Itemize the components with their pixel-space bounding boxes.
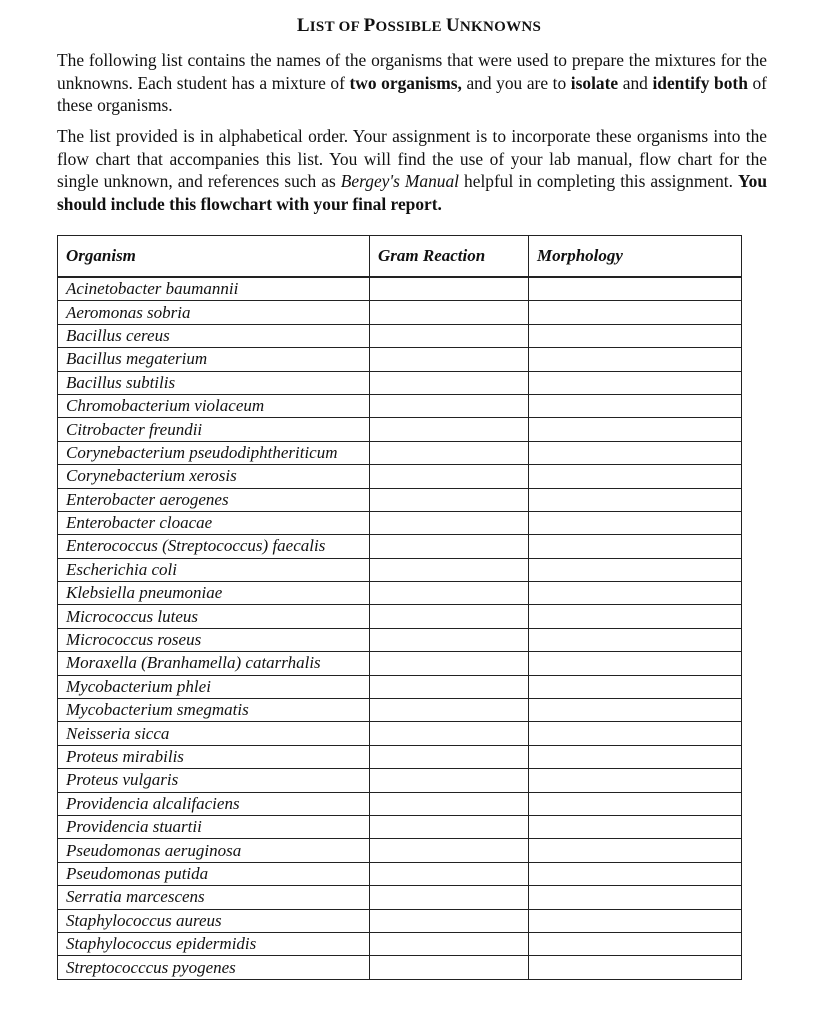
gram-reaction-cell[interactable] <box>370 582 529 605</box>
morphology-cell[interactable] <box>529 558 742 581</box>
gram-reaction-cell[interactable] <box>370 441 529 464</box>
organism-name-cell: Neisseria sicca <box>58 722 370 745</box>
table-row <box>58 675 742 698</box>
morphology-cell[interactable] <box>529 511 742 534</box>
title-part: P <box>363 15 376 36</box>
organism-name-cell: Staphylococcus epidermidis <box>58 932 370 955</box>
gram-reaction-cell[interactable] <box>370 277 529 301</box>
morphology-cell[interactable] <box>529 745 742 768</box>
gram-reaction-cell[interactable] <box>370 862 529 885</box>
organism-name-cell: Bacillus cereus <box>58 324 370 347</box>
morphology-cell[interactable] <box>529 652 742 675</box>
organism-name-cell: Mycobacterium smegmatis <box>58 699 370 722</box>
organism-name-cell: Staphylococcus aureus <box>58 909 370 932</box>
gram-reaction-cell[interactable] <box>370 652 529 675</box>
text-run: and <box>618 72 653 93</box>
table-row <box>58 628 742 651</box>
organism-name-cell: Serratia marcescens <box>58 886 370 909</box>
organism-name-cell: Corynebacterium xerosis <box>58 465 370 488</box>
organism-name-cell: Providencia stuartii <box>58 815 370 838</box>
organism-name-cell: Moraxella (Branhamella) catarrhalis <box>58 652 370 675</box>
table-row <box>58 394 742 417</box>
morphology-cell[interactable] <box>529 886 742 909</box>
gram-reaction-cell[interactable] <box>370 745 529 768</box>
morphology-cell[interactable] <box>529 277 742 301</box>
gram-reaction-cell[interactable] <box>370 909 529 932</box>
table-row <box>58 862 742 885</box>
table-row <box>58 582 742 605</box>
gram-reaction-cell[interactable] <box>370 628 529 651</box>
table-row <box>58 441 742 464</box>
page-title <box>0 15 838 37</box>
gram-reaction-cell[interactable] <box>370 956 529 979</box>
morphology-cell[interactable] <box>529 769 742 792</box>
organism-name-cell: Enterococcus (Streptococcus) faecalis <box>58 535 370 558</box>
organism-name-cell: Escherichia coli <box>58 558 370 581</box>
table-row <box>58 511 742 534</box>
organism-name-cell: Chromobacterium violaceum <box>58 394 370 417</box>
table-row <box>58 558 742 581</box>
gram-reaction-cell[interactable] <box>370 465 529 488</box>
organism-name-cell: Bacillus megaterium <box>58 348 370 371</box>
organism-name-cell: Pseudomonas putida <box>58 862 370 885</box>
organism-name-cell: Proteus mirabilis <box>58 745 370 768</box>
text-run: The list provided is in alphabetical order. Your assignment is to incorporate these organisms into the flow chart that accompanies this list. You will find the use of your lab manual, flow chart for the single unknown, and references such as <box>57 126 767 191</box>
table-row <box>58 605 742 628</box>
header-organism: Organism <box>58 236 370 278</box>
table-row <box>58 465 742 488</box>
table-row <box>58 324 742 347</box>
gram-reaction-cell[interactable] <box>370 699 529 722</box>
gram-reaction-cell[interactable] <box>370 839 529 862</box>
text-run: The following list contains the names of the organisms that were used to prepare the mixtures for the unknowns. Each student has a mixture of <box>57 50 767 93</box>
gram-reaction-cell[interactable] <box>370 488 529 511</box>
morphology-cell[interactable] <box>529 535 742 558</box>
table-row <box>58 886 742 909</box>
morphology-cell[interactable] <box>529 628 742 651</box>
bold-run: isolate <box>570 72 619 93</box>
organism-name-cell: Corynebacterium pseudodiphtheriticum <box>58 441 370 464</box>
morphology-cell[interactable] <box>529 441 742 464</box>
table-header-row <box>58 236 742 278</box>
morphology-cell[interactable] <box>529 324 742 347</box>
table-row <box>58 535 742 558</box>
morphology-cell[interactable] <box>529 956 742 979</box>
organism-table <box>57 235 742 980</box>
morphology-cell[interactable] <box>529 839 742 862</box>
morphology-cell[interactable] <box>529 418 742 441</box>
morphology-cell[interactable] <box>529 488 742 511</box>
organism-name-cell: Pseudomonas aeruginosa <box>58 839 370 862</box>
morphology-cell[interactable] <box>529 394 742 417</box>
gram-reaction-cell[interactable] <box>370 558 529 581</box>
morphology-cell[interactable] <box>529 605 742 628</box>
table-row <box>58 699 742 722</box>
bold-run: two organisms, <box>349 72 462 93</box>
gram-reaction-cell[interactable] <box>370 932 529 955</box>
morphology-cell[interactable] <box>529 909 742 932</box>
gram-reaction-cell[interactable] <box>370 348 529 371</box>
table-row <box>58 769 742 792</box>
italic-run: Bergey's Manual <box>340 171 460 191</box>
table-row <box>58 932 742 955</box>
morphology-cell[interactable] <box>529 371 742 394</box>
table-row <box>58 839 742 862</box>
gram-reaction-cell[interactable] <box>370 815 529 838</box>
gram-reaction-cell[interactable] <box>370 371 529 394</box>
morphology-cell[interactable] <box>529 722 742 745</box>
gram-reaction-cell[interactable] <box>370 394 529 417</box>
bold-run: identify both <box>652 72 748 93</box>
gram-reaction-cell[interactable] <box>370 535 529 558</box>
organism-name-cell: Providencia alcalifaciens <box>58 792 370 815</box>
table-row <box>58 277 742 301</box>
table-row <box>58 301 742 324</box>
title-part: NKNOWNS <box>459 19 542 35</box>
gram-reaction-cell[interactable] <box>370 301 529 324</box>
gram-reaction-cell[interactable] <box>370 886 529 909</box>
title-part: L <box>296 15 310 36</box>
gram-reaction-cell[interactable] <box>370 722 529 745</box>
morphology-cell[interactable] <box>529 792 742 815</box>
table-row <box>58 348 742 371</box>
table-row <box>58 909 742 932</box>
gram-reaction-cell[interactable] <box>370 792 529 815</box>
morphology-cell[interactable] <box>529 815 742 838</box>
gram-reaction-cell[interactable] <box>370 324 529 347</box>
title-part: IST OF <box>309 19 364 35</box>
morphology-cell[interactable] <box>529 699 742 722</box>
morphology-cell[interactable] <box>529 301 742 324</box>
gram-reaction-cell[interactable] <box>370 769 529 792</box>
morphology-cell[interactable] <box>529 675 742 698</box>
gram-reaction-cell[interactable] <box>370 418 529 441</box>
organism-name-cell: Enterobacter aerogenes <box>58 488 370 511</box>
organism-name-cell: Klebsiella pneumoniae <box>58 582 370 605</box>
organism-name-cell: Enterobacter cloacae <box>58 511 370 534</box>
morphology-cell[interactable] <box>529 582 742 605</box>
gram-reaction-cell[interactable] <box>370 511 529 534</box>
table-row <box>58 652 742 675</box>
table-row <box>58 792 742 815</box>
table-row <box>58 488 742 511</box>
table-row <box>58 745 742 768</box>
organism-name-cell: Mycobacterium phlei <box>58 675 370 698</box>
bold-run: You should include this flowchart with your final report. <box>57 171 768 214</box>
table-row <box>58 956 742 979</box>
organism-name-cell: Micrococcus roseus <box>58 628 370 651</box>
gram-reaction-cell[interactable] <box>370 605 529 628</box>
morphology-cell[interactable] <box>529 862 742 885</box>
morphology-cell[interactable] <box>529 348 742 371</box>
title-part: U <box>445 15 460 36</box>
text-run: and you are to <box>461 72 571 93</box>
header-gram-reaction: Gram Reaction <box>370 236 529 278</box>
gram-reaction-cell[interactable] <box>370 675 529 698</box>
organism-name-cell: Streptococccus pyogenes <box>58 956 370 979</box>
title-part: OSSIBLE <box>375 19 446 35</box>
table-row <box>58 371 742 394</box>
table-row <box>58 418 742 441</box>
organism-name-cell: Citrobacter freundii <box>58 418 370 441</box>
text-run: of these organisms. <box>57 72 767 115</box>
organism-name-cell: Aeromonas sobria <box>58 301 370 324</box>
organism-name-cell: Proteus vulgaris <box>58 769 370 792</box>
organism-name-cell: Bacillus subtilis <box>58 371 370 394</box>
morphology-cell[interactable] <box>529 465 742 488</box>
organism-name-cell: Micrococcus luteus <box>58 605 370 628</box>
header-morphology: Morphology <box>529 236 742 278</box>
assignment-paragraph <box>57 125 767 215</box>
organism-name-cell: Acinetobacter baumannii <box>58 277 370 301</box>
text-run: helpful in completing this assignment. <box>459 171 739 191</box>
intro-paragraph <box>57 49 767 117</box>
table-row <box>58 815 742 838</box>
table-row <box>58 722 742 745</box>
morphology-cell[interactable] <box>529 932 742 955</box>
